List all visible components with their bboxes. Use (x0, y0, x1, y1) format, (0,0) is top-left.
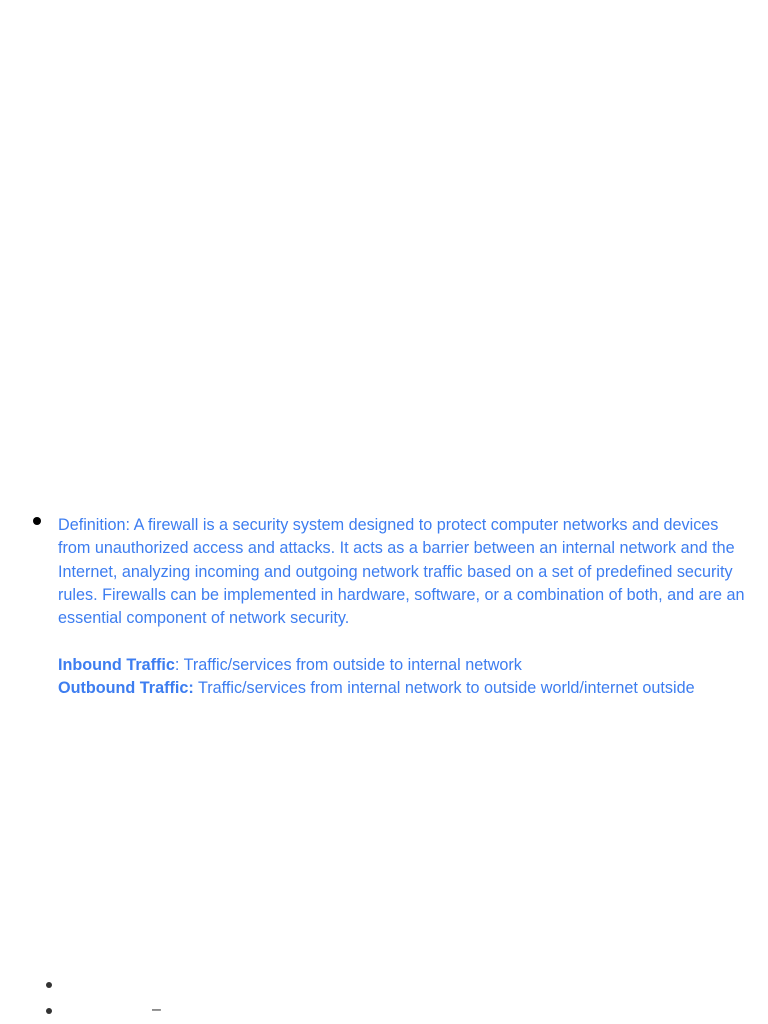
inbound-traffic-term: Inbound Traffic (58, 655, 175, 674)
dash-mark: – (152, 1001, 161, 1018)
empty-bullet-point (46, 982, 52, 988)
inbound-traffic-description: : Traffic/services from outside to internal network (174, 655, 522, 674)
bullet-content (58, 514, 748, 700)
inbound-traffic-line (58, 654, 748, 677)
traffic-definitions (58, 654, 748, 701)
outbound-traffic-description: Traffic/services from internal network to outside world/internet outside (193, 679, 695, 698)
bullet-point (33, 517, 41, 525)
outbound-traffic-line (58, 677, 748, 700)
firewall-definition: Definition: A firewall is a security system designed to protect computer networks and devices from unauthorized access and attacks. It acts as a barrier between an internal network and the Internet, analyzing incoming and outgoing network traffic based on a set of predefined security rules. Firewalls can be implemented in hardware, software, or a combination of both, and are an essential component of network security. (58, 516, 745, 628)
outbound-traffic-term: Outbound Traffic: (58, 679, 194, 698)
empty-bullet-point (46, 1008, 52, 1014)
